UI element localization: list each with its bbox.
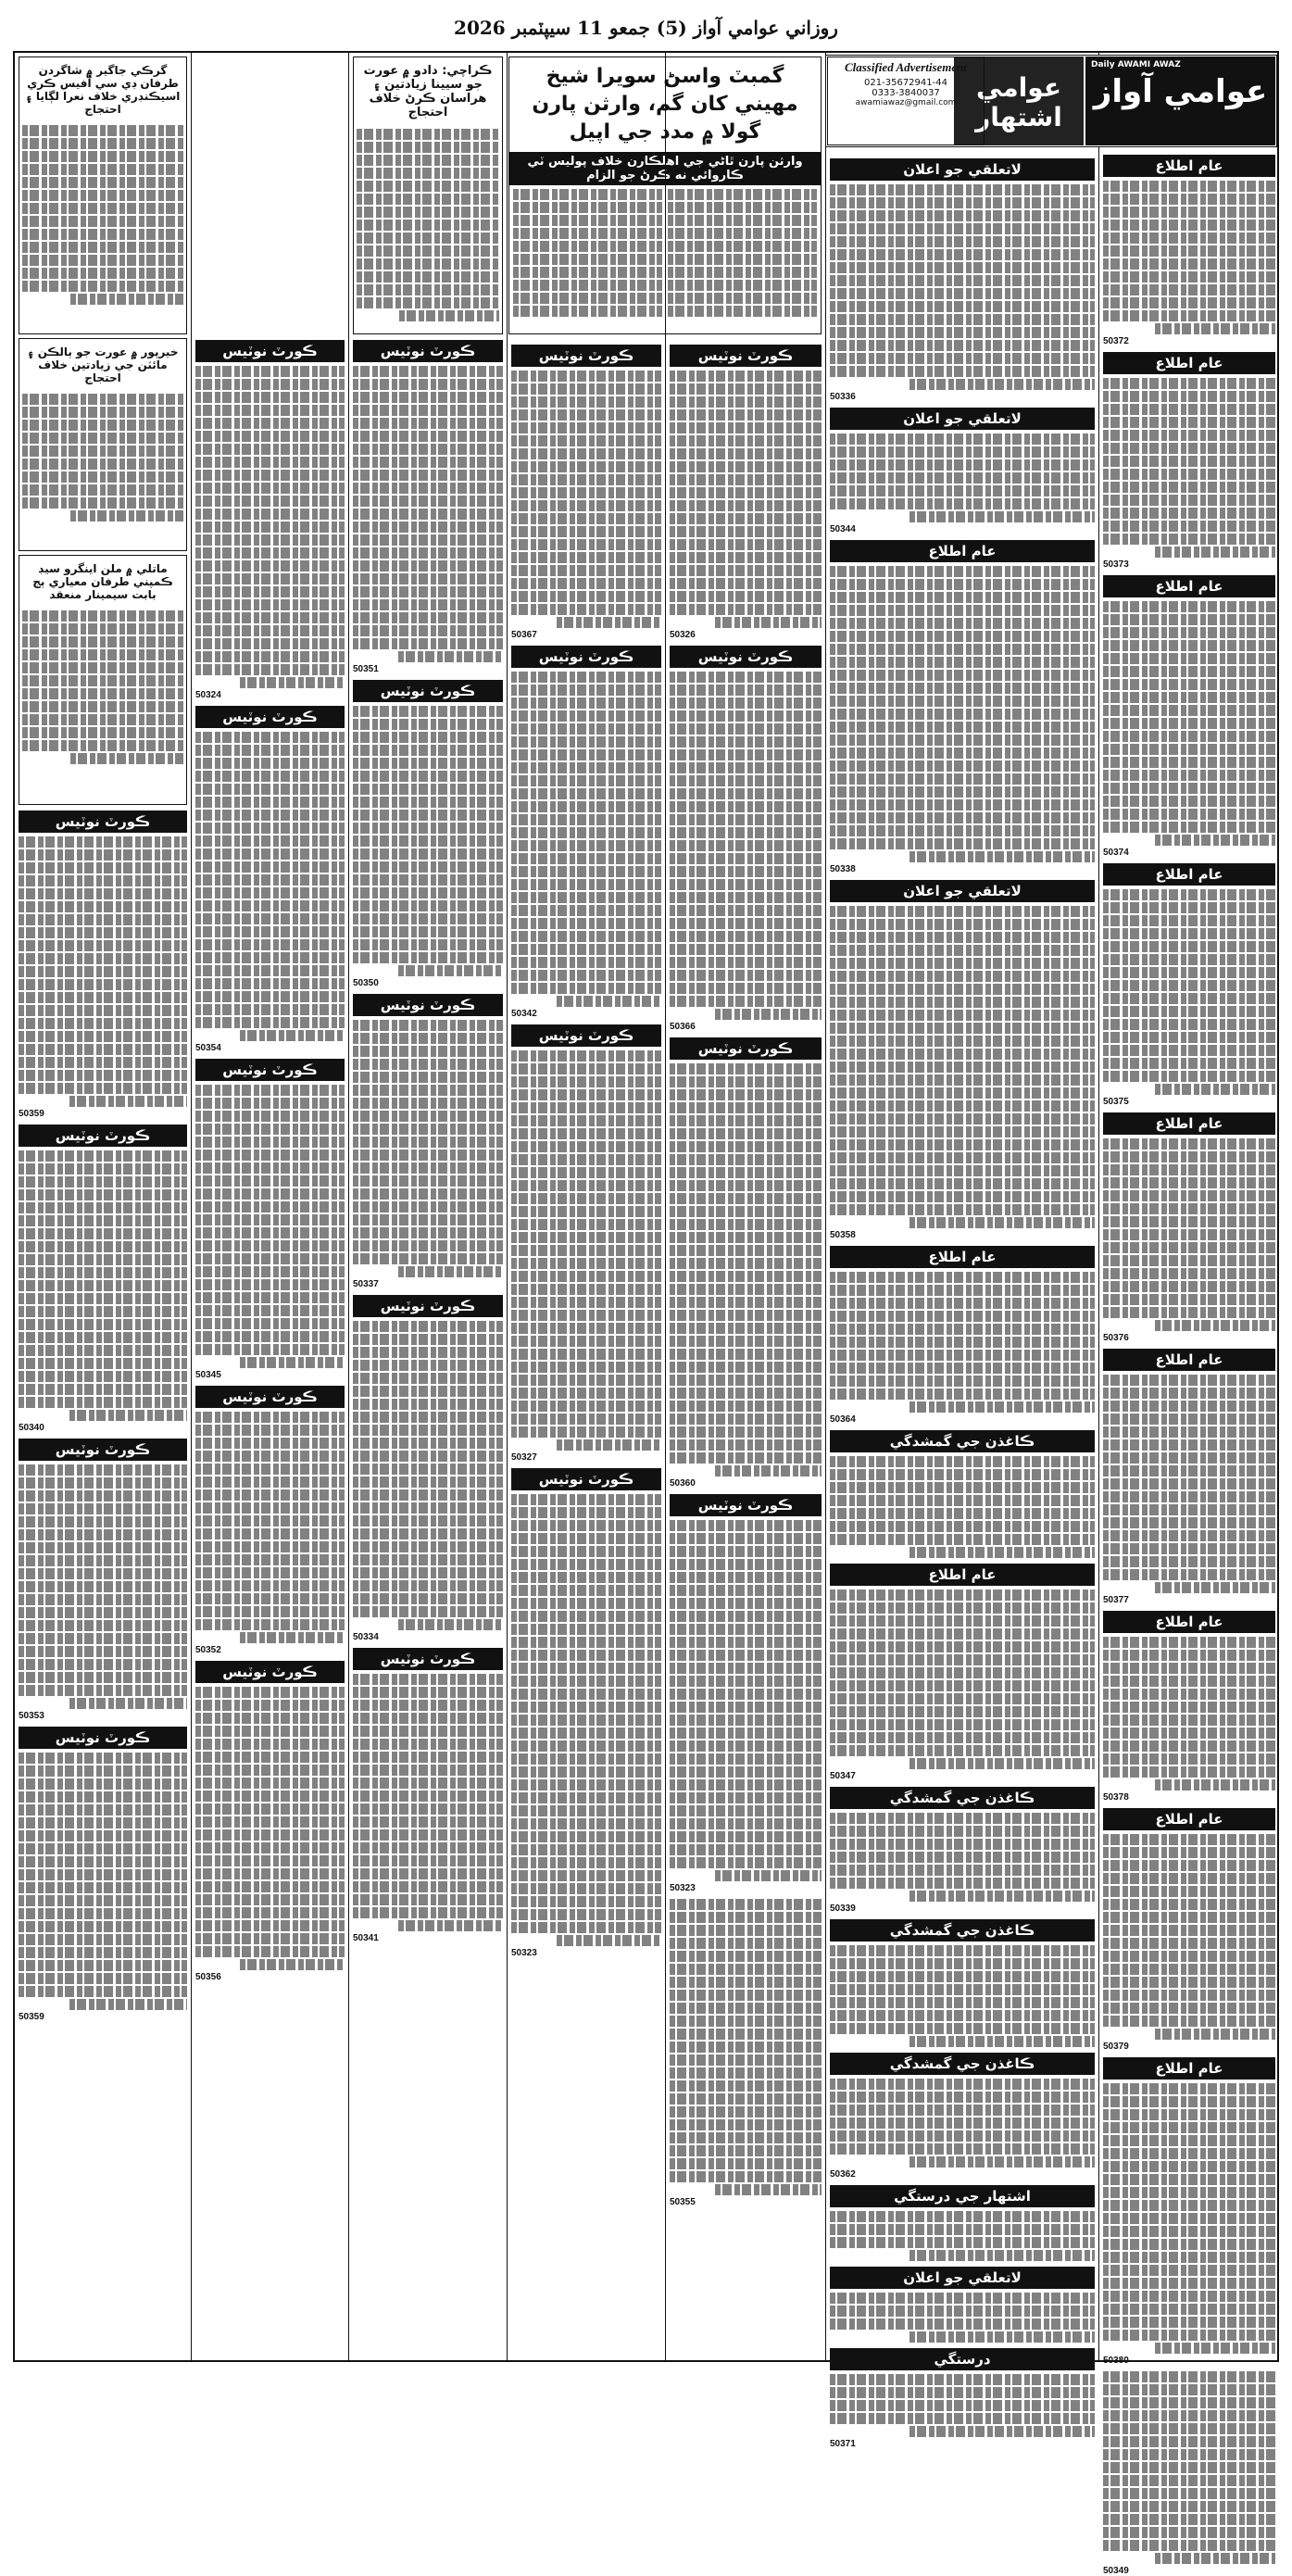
header-aam-ittila: عام اطلاع (830, 540, 1095, 562)
header-court-notice: ڪورٽ نوٽيس (19, 1727, 187, 1749)
ad-text (1103, 1375, 1275, 1593)
ad-text (1103, 1834, 1275, 2040)
ad-number: 50336 (830, 392, 856, 402)
ad-number: 50342 (511, 1009, 537, 1019)
ad-number: 50340 (19, 1423, 44, 1433)
header-aam-ittila: عام اطلاع (830, 1564, 1095, 1586)
ad-number: 50367 (511, 630, 537, 640)
column-2 (825, 53, 1098, 2449)
header-kaghazan-gum: ڪاغذن جي گمشدگي (830, 1919, 1095, 1941)
ad-text (830, 184, 1095, 390)
ad-number: 50354 (195, 1043, 221, 1053)
ad-number: 50360 (670, 1478, 696, 1489)
ad-text (670, 1520, 822, 1881)
ad-number: 50362 (830, 2169, 856, 2180)
header-court-notice: ڪورٽ نوٽيس (19, 1439, 187, 1461)
phone-1: 021-35672941-44 (864, 78, 947, 88)
ad-number: 50345 (195, 1370, 221, 1380)
ad-number: 50380 (1103, 2356, 1129, 2366)
header-court-notice: ڪورٽ نوٽيس (353, 1295, 503, 1317)
ad-text (195, 732, 345, 1041)
ad-text (1103, 1637, 1275, 1791)
ad-text (670, 1063, 822, 1476)
ad-text (19, 1753, 187, 2010)
seminar-headline: ماتلي ۾ ملن اينگرو سيڊ ڪمپني طرفان معياري ٻج بابت سيمينار منعقد (32, 562, 173, 601)
header-kaghazan-gum: ڪاغذن جي گمشدگي (830, 1430, 1095, 1452)
header-kaghazan-gum: ڪاغذن جي گمشدگي (830, 2053, 1095, 2075)
header-aam-ittila: عام اطلاع (1103, 863, 1275, 886)
ad-text (1103, 601, 1275, 846)
ad-number: 50338 (830, 864, 856, 874)
lead-headline: گمبٽ واسڻ سويرا شيخ مهيني کان گم، وارثن پارن گولا ۾ مدد جي اپيل (532, 65, 798, 144)
story-text (19, 608, 186, 769)
header-durstagi: درستگي (830, 2348, 1095, 2370)
header-aam-ittila: عام اطلاع (1103, 1808, 1275, 1830)
column-3 (665, 53, 825, 2360)
column-5 (348, 53, 507, 2360)
ad-text (830, 1456, 1095, 1558)
header-court-notice: ڪورٽ نوٽيس (511, 1024, 661, 1047)
ad-text (830, 2211, 1095, 2261)
header-court-notice: ڪورٽ نوٽيس (670, 646, 822, 668)
email: awamiawaz@gmail.com (855, 98, 957, 107)
header-court-notice: ڪورٽ نوٽيس (195, 1661, 345, 1683)
ad-text (830, 1272, 1095, 1413)
header-lataluqi: لاتعلقي جو اعلان (830, 880, 1095, 902)
ad-number: 50373 (1103, 559, 1129, 570)
header-aam-ittila: عام اطلاع (830, 1246, 1095, 1268)
ad-number: 50334 (353, 1632, 379, 1642)
ad-text (830, 2293, 1095, 2343)
header-court-notice: ڪورٽ نوٽيس (195, 340, 345, 362)
ad-text (353, 1674, 503, 1931)
header-court-notice: ڪورٽ نوٽيس (195, 1386, 345, 1408)
ad-number: 50359 (19, 1109, 44, 1119)
ad-text (830, 1945, 1095, 2047)
ad-number: 50372 (1103, 336, 1129, 346)
header-court-notice: ڪورٽ نوٽيس (670, 1494, 822, 1516)
seminar-story (19, 555, 187, 805)
ad-text (195, 1085, 345, 1368)
ad-text (670, 672, 822, 1020)
protest-story-2 (19, 57, 187, 334)
column-6 (191, 53, 348, 2360)
newspaper-page (13, 51, 1279, 2576)
header-court-notice: ڪورٽ نوٽيس (19, 1125, 187, 1147)
header-court-notice: ڪورٽ نوٽيس (353, 994, 503, 1016)
protest-headline-3: خيرپور ۾ عورت جو ٻالڪن ۽ مائٽن جي زيادتين خلاف احتجاج (27, 346, 179, 384)
ad-text (19, 1150, 187, 1421)
header-court-notice: ڪورٽ نوٽيس (195, 1059, 345, 1081)
header-aam-ittila: عام اطلاع (1103, 1611, 1275, 1633)
dateline: روزاني عوامي آواز (5) جمعو 11 سيپٽمبر 2026 (454, 17, 838, 39)
ad-number: 50327 (511, 1452, 537, 1463)
header-court-notice: ڪورٽ نوٽيس (511, 1468, 661, 1490)
ad-number: 50351 (353, 664, 379, 674)
ad-text (830, 566, 1095, 862)
ad-text (195, 366, 345, 688)
section-title: عوامي اشتهار (954, 57, 1084, 145)
ad-text (1103, 378, 1275, 558)
header-aam-ittila: عام اطلاع (1103, 352, 1275, 374)
header-aam-ittila: عام اطلاع (1103, 1349, 1275, 1371)
ad-number: 50377 (1103, 1595, 1129, 1605)
ad-number: 50324 (195, 690, 221, 700)
newspaper-logo: Daily AWAMI AWAZ عوامي آواز (1085, 57, 1275, 145)
ad-text (830, 1813, 1095, 1902)
header-court-notice: ڪورٽ نوٽيس (19, 810, 187, 833)
lead-subhead: وارثن پارن ٿاڻي جي اهلڪارن خلاف پوليس ٽي ڪاروائي نه ڪرڻ جو الزام (509, 152, 821, 185)
ad-number: 50349 (1103, 2566, 1129, 2576)
protest-headline-1: ڪراچي: دادو ۾ عورت جو سيينا زيادتين ۽ هراسان ڪرڻ خلاف احتجاج (363, 64, 493, 119)
ad-number: 50353 (19, 1711, 44, 1721)
protest-headline-2: گرڪي جاگير ۾ شاگردن طرفان ڊي سي آفيس ڪري اسيڪنڊري خلاف نعرا لڳايا ۽ احتجاج (25, 64, 181, 116)
header-lataluqi: لاتعلقي جو اعلان (830, 158, 1095, 181)
ad-text (1103, 889, 1275, 1095)
header-court-notice: ڪورٽ نوٽيس (353, 1648, 503, 1670)
ad-text (830, 2079, 1095, 2168)
ad-number: 50374 (1103, 848, 1129, 858)
ad-text (511, 1050, 661, 1451)
story-text (354, 126, 502, 326)
ad-text (511, 371, 661, 628)
header-aam-ittila: عام اطلاع (1103, 1112, 1275, 1135)
header-court-notice: ڪورٽ نوٽيس (511, 646, 661, 668)
header-kaghazan-gum: ڪاغذن جي گمشدگي (830, 1787, 1095, 1809)
ad-number: 50341 (353, 1933, 379, 1943)
ad-text (511, 1494, 661, 1946)
header-court-notice: ڪورٽ نوٽيس (670, 1037, 822, 1060)
ad-number: 50339 (830, 1904, 856, 1914)
header-ishtihar-durstagi: اشتهار جي درستگي (830, 2185, 1095, 2207)
story-text (19, 391, 186, 526)
story-text (19, 122, 186, 309)
header-court-notice: ڪورٽ نوٽيس (670, 345, 822, 367)
ad-text (353, 1020, 503, 1277)
ad-number: 50375 (1103, 1097, 1129, 1107)
ad-number: 50376 (1103, 1333, 1129, 1343)
protest-story-1 (353, 57, 503, 334)
ad-text (670, 371, 822, 628)
ad-number: 50344 (830, 524, 856, 534)
ad-text (195, 1412, 345, 1643)
ad-text (1103, 2371, 1275, 2564)
ad-text (830, 1590, 1095, 1769)
ad-text (670, 1899, 822, 2195)
ad-number: 50359 (19, 2012, 44, 2022)
header-aam-ittila: عام اطلاع (1103, 155, 1275, 177)
ad-number: 50366 (670, 1022, 696, 1032)
phone-2: 0333-3840037 (872, 88, 940, 98)
ad-number: 50356 (195, 1972, 221, 1982)
ad-number: 50323 (670, 1883, 696, 1893)
header-court-notice: ڪورٽ نوٽيس (195, 706, 345, 728)
ad-text (353, 1321, 503, 1630)
ad-number: 50337 (353, 1279, 379, 1289)
header-court-notice: ڪورٽ نوٽيس (353, 340, 503, 362)
header-lataluqi: لاتعلقي جو اعلان (830, 408, 1095, 430)
ad-number: 50352 (195, 1645, 221, 1655)
ad-number: 50379 (1103, 2042, 1129, 2052)
ad-text (1103, 181, 1275, 334)
ad-text (19, 836, 187, 1107)
ad-number: 50364 (830, 1414, 856, 1425)
ad-number: 50355 (670, 2197, 696, 2207)
ad-text (1103, 1138, 1275, 1331)
column-4 (507, 53, 665, 2360)
ad-text (830, 906, 1095, 1228)
logo-english: Daily AWAMI AWAZ (1091, 60, 1181, 69)
ad-text (19, 1464, 187, 1709)
column-1 (1098, 53, 1279, 2576)
ad-text (830, 434, 1095, 522)
ad-number: 50371 (830, 2439, 856, 2449)
ad-number: 50378 (1103, 1792, 1129, 1803)
ad-text (353, 366, 503, 662)
ad-text (353, 706, 503, 976)
ad-number: 50358 (830, 1230, 856, 1240)
ad-number: 50350 (353, 978, 379, 988)
ad-number: 50326 (670, 630, 696, 640)
ad-number: 50347 (830, 1771, 856, 1781)
protest-story-3 (19, 338, 187, 551)
column-7 (15, 53, 191, 2360)
ad-text (511, 672, 661, 1007)
header-court-notice: ڪورٽ نوٽيس (353, 680, 503, 702)
header-aam-ittila: عام اطلاع (1103, 575, 1275, 597)
ad-number: 50323 (511, 1948, 537, 1958)
ad-text (830, 2374, 1095, 2437)
header-aam-ittila: عام اطلاع (1103, 2057, 1275, 2080)
classified-title: Classified Advertisement (844, 60, 968, 74)
ad-text (195, 1687, 345, 1970)
header-lataluqi: لاتعلقي جو اعلان (830, 2267, 1095, 2289)
header-court-notice: ڪورٽ نوٽيس (511, 345, 661, 367)
ad-text (1103, 2083, 1275, 2354)
